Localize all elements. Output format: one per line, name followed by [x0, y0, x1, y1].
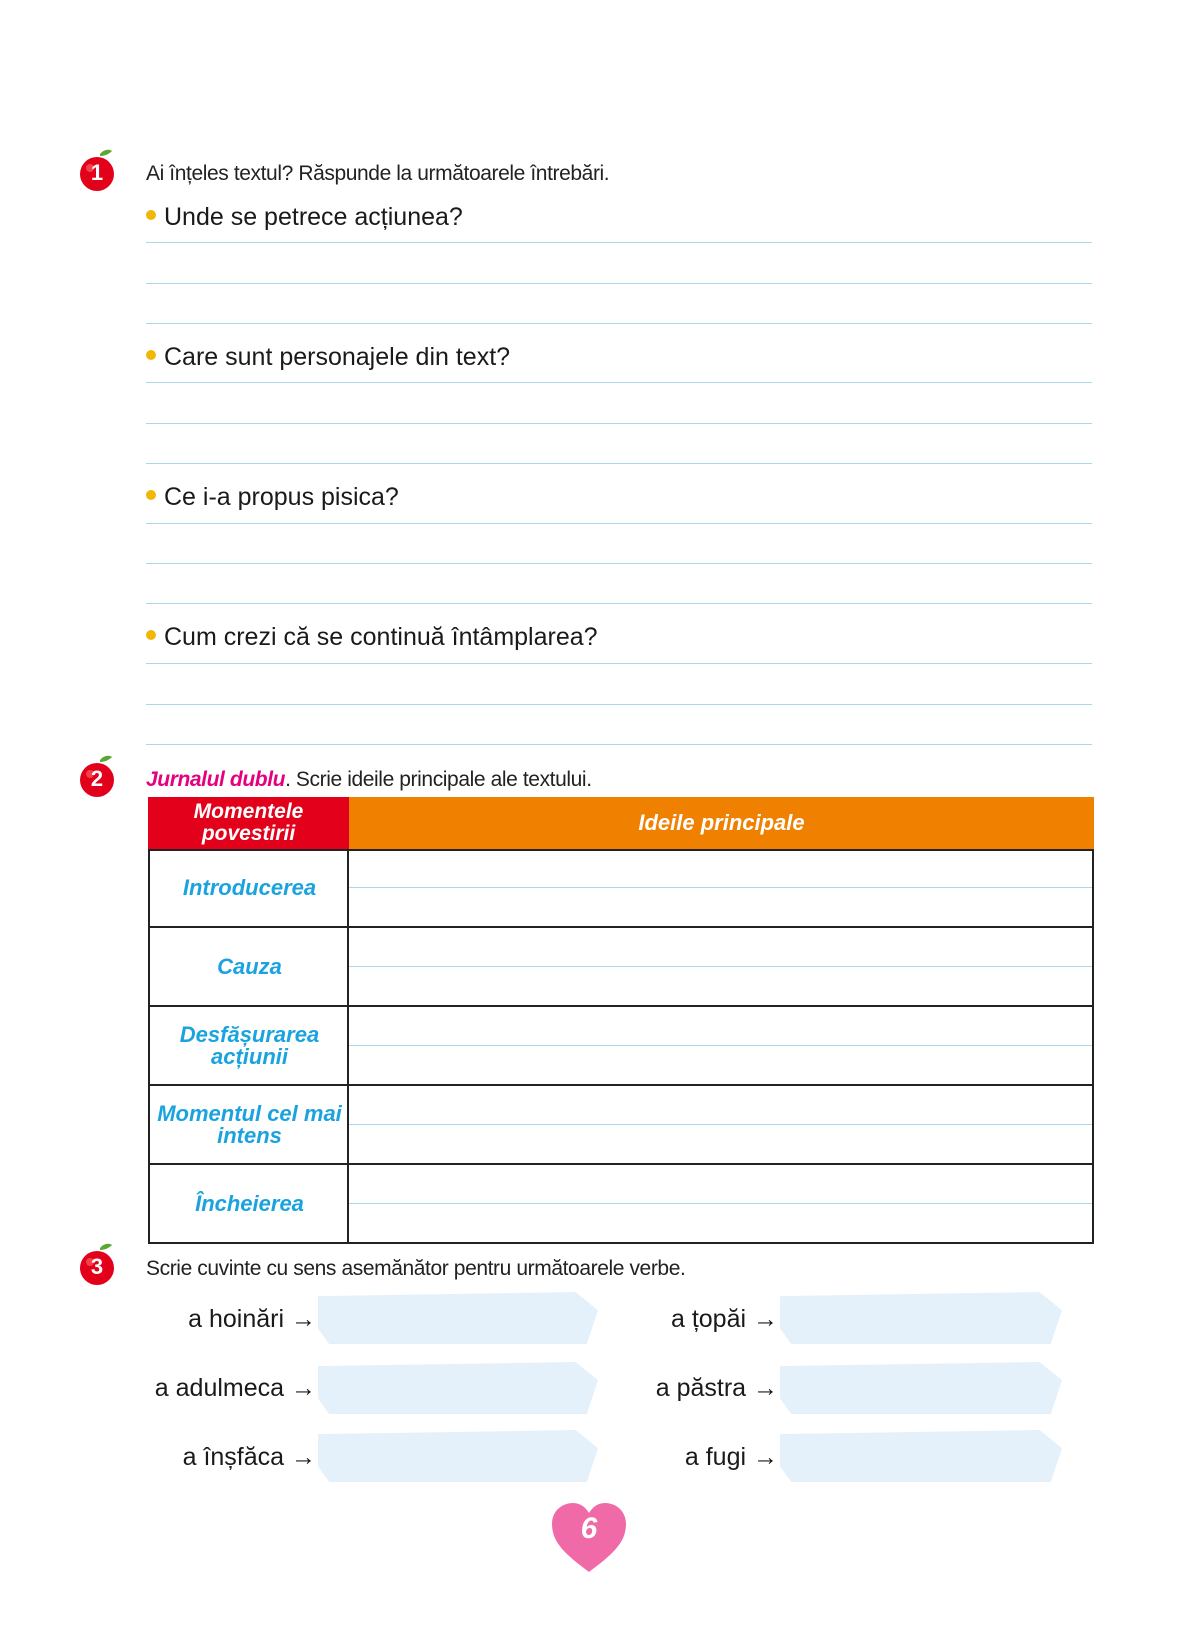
answer-line[interactable] [146, 382, 1092, 383]
question-1-text: Unde se petrece acțiunea? [164, 203, 463, 231]
answer-line[interactable] [146, 603, 1092, 604]
question-4-text: Cum crezi că se continuă întâmplarea? [164, 623, 598, 651]
answer-line[interactable] [146, 323, 1092, 324]
answer-line[interactable] [146, 463, 1092, 464]
bullet-icon [146, 210, 156, 220]
answer-line [349, 966, 1092, 967]
answer-line [349, 1124, 1092, 1125]
bullet-icon [146, 350, 156, 360]
answer-line[interactable] [146, 663, 1092, 664]
verb-right-3: a fugi → [684, 1443, 778, 1471]
question-3 [146, 483, 399, 512]
answer-field[interactable] [318, 1362, 598, 1414]
verb-right-1: a țopăi → [670, 1305, 778, 1333]
table-header [148, 797, 1094, 849]
answer-cell[interactable] [347, 849, 1094, 928]
row-label: Introducerea [148, 849, 349, 928]
bullet-icon [146, 490, 156, 500]
answer-cell[interactable] [347, 1165, 1094, 1244]
answer-line [349, 1203, 1092, 1204]
row-label: Încheierea [148, 1165, 349, 1244]
question-2-text: Care sunt personajele din text? [164, 343, 511, 371]
exercise-3-number: 3 [90, 1254, 104, 1279]
answer-line[interactable] [146, 283, 1092, 284]
verb-right-2: a păstra → [655, 1374, 778, 1402]
row-label: Cauza [148, 928, 349, 1007]
answer-field[interactable] [780, 1362, 1062, 1414]
exercise-2-number: 2 [90, 766, 104, 791]
question-2 [146, 343, 510, 372]
row-label: Desfășurarea acțiunii [148, 1007, 349, 1086]
exercise-1-instruction: Ai înțeles textul? Răspunde la următoarele întrebări. [146, 162, 610, 185]
header-ideas: Ideile principale [349, 797, 1094, 849]
answer-line[interactable] [146, 242, 1092, 243]
answer-cell[interactable] [347, 1007, 1094, 1086]
answer-line[interactable] [146, 523, 1092, 524]
bullet-icon [146, 630, 156, 640]
table-row [148, 1086, 1094, 1165]
exercise-3-instruction: Scrie cuvinte cu sens asemănător pentru următoarele verbe. [146, 1257, 686, 1280]
answer-line[interactable] [146, 704, 1092, 705]
verb-left-2: a adulmeca → [154, 1374, 316, 1402]
page-number: 6 [580, 1512, 598, 1545]
question-1 [146, 203, 463, 232]
exercise-2-title: Jurnalul dublu [146, 768, 286, 791]
answer-cell[interactable] [347, 1086, 1094, 1165]
table-row [148, 1165, 1094, 1244]
question-3-text: Ce i-a propus pisica? [164, 483, 399, 511]
answer-cell[interactable] [347, 928, 1094, 1007]
answer-line [349, 1045, 1092, 1046]
verb-left-3: a înșfăca → [182, 1443, 316, 1471]
exercise-2-instruction-text: . Scrie ideile principale ale textului. [285, 768, 592, 791]
table-row [148, 1007, 1094, 1086]
answer-field[interactable] [780, 1430, 1062, 1482]
answer-line [349, 887, 1092, 888]
answer-field[interactable] [318, 1292, 598, 1344]
exercise-2-instruction [146, 768, 592, 792]
table-row [148, 849, 1094, 928]
table-left-border [148, 849, 150, 1244]
answer-line[interactable] [146, 744, 1092, 745]
answer-field[interactable] [780, 1292, 1062, 1344]
verb-left-1: a hoinări → [188, 1305, 316, 1333]
question-4 [146, 623, 598, 652]
row-label: Momentul cel mai intens [148, 1086, 349, 1165]
answer-line[interactable] [146, 563, 1092, 564]
answer-line[interactable] [146, 423, 1092, 424]
table-row [148, 928, 1094, 1007]
answer-field[interactable] [318, 1430, 598, 1482]
header-moments: Momentele povestirii [148, 797, 349, 849]
exercise-1-number: 1 [90, 160, 104, 185]
